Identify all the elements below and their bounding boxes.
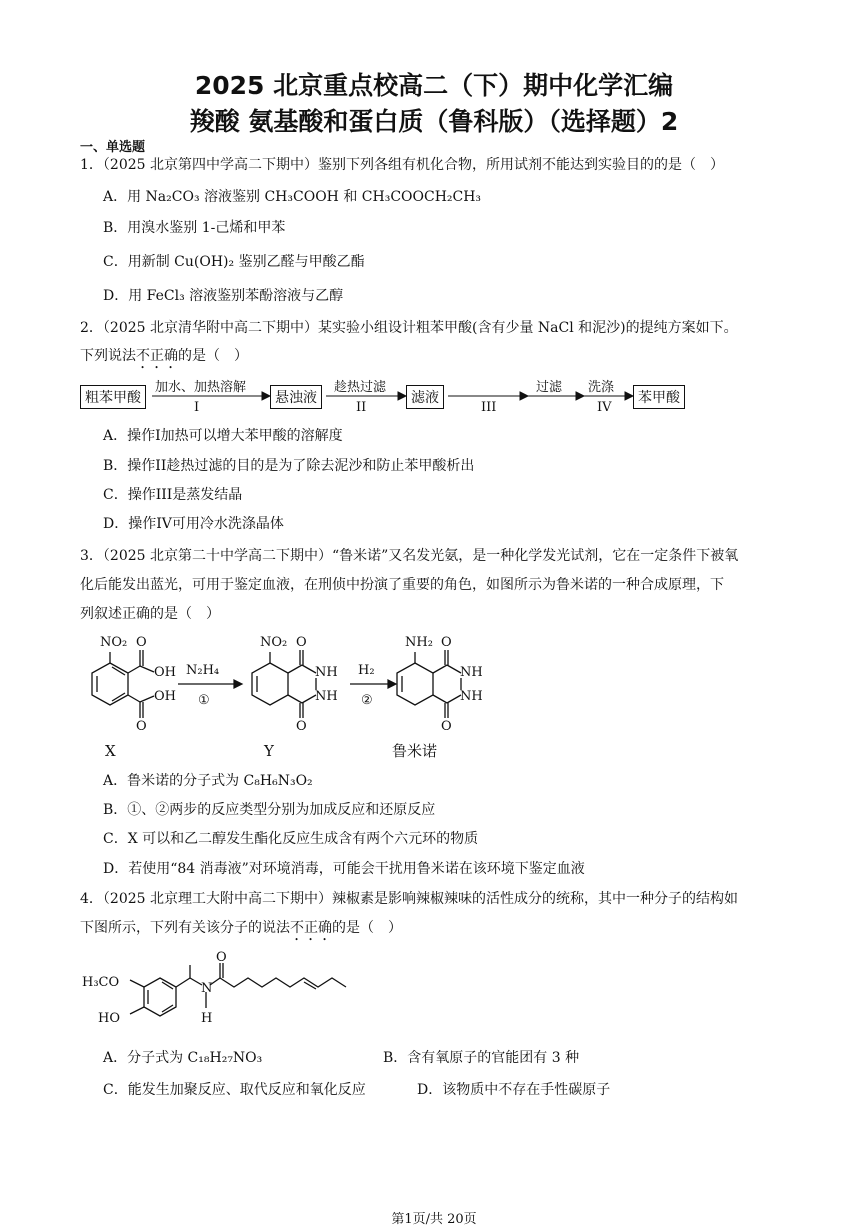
q3-option-c: C．X 可以和乙二醇发生酯化反应生成含有两个六元环的物质 — [103, 831, 479, 847]
y-no2-label: NO₂ — [260, 635, 288, 650]
q3-option-d: D．若使用“84 消毒液”对环境消毒，可能会干扰用鲁米诺在该环境下鉴定血液 — [103, 861, 585, 877]
title-line-1: 2025 北京重点校高二（下）期中化学汇编 — [194, 71, 674, 100]
q3-stem-1: 3．（2025 北京第二十中学高二下期中）“鲁米诺”又名发光氨，是一种化学发光试剂，它在一定条件下被氧 — [80, 548, 739, 564]
section-heading: 一、单选题 — [80, 140, 146, 155]
ho-label: HO — [98, 1011, 120, 1026]
q3-stem-3: 列叙述正确的是（ ） — [80, 606, 220, 622]
luminol-nh-bottom: NH — [460, 689, 483, 704]
q2-option-d: D．操作IV可用冷水洗涤晶体 — [103, 516, 284, 532]
q4-option-d: D．该物质中不存在手性碳原子 — [417, 1082, 611, 1098]
q1-option-a: A．用 Na₂CO₃ 溶液鉴别 CH₃COOH 和 CH₃COOCH₂CH₃ — [103, 189, 482, 205]
reagent-2: H₂ — [358, 663, 375, 678]
flow-step-1-roman: I — [194, 400, 200, 415]
q2-stem-2: 下列说法不正确的是（ ） — [80, 348, 248, 364]
amide-n-label: N — [201, 981, 213, 996]
flow-step-4-roman: IV — [597, 400, 612, 415]
q2-option-c: C．操作III是蒸发结晶 — [103, 487, 243, 503]
page-footer: 第1页/共 20页 — [391, 1212, 477, 1227]
h3co-label: H₃CO — [82, 975, 120, 990]
luminol-synthesis-scheme — [70, 628, 590, 763]
y-nh-top: NH — [315, 665, 338, 680]
flow-box-filtrate: 滤液 — [406, 385, 444, 409]
flow-box-crude: 粗苯甲酸 — [80, 385, 146, 409]
y-o-top: O — [296, 635, 307, 650]
flow-step-4b-label: 洗涤 — [588, 380, 615, 395]
q2-option-a: A．操作I加热可以增大苯甲酸的溶解度 — [103, 428, 343, 444]
flow-box-benzoic-acid: 苯甲酸 — [633, 385, 685, 409]
q1-option-d: D．用 FeCl₃ 溶液鉴别苯酚溶液与乙醇 — [103, 288, 344, 304]
q3-stem-2: 化后能发出蓝光，可用于鉴定血液，在刑侦中扮演了重要的角色，如图所示为鲁米诺的一种合成原理，下 — [80, 577, 724, 593]
flow-step-4a-label: 过滤 — [536, 380, 563, 395]
amide-h-label: H — [201, 1011, 213, 1026]
flow-step-1-label: 加水、加热溶解 — [155, 380, 247, 395]
flow-step-2-label: 趁热过滤 — [334, 380, 387, 395]
y-o-bottom: O — [296, 719, 307, 734]
q1-option-c: C．用新制 Cu(OH)₂ 鉴别乙醛与甲酸乙酯 — [103, 254, 365, 270]
flow-step-3-roman: III — [481, 400, 497, 415]
step-2-circle: ② — [361, 693, 373, 708]
q4-option-b: B．含有氧原子的官能团有 3 种 — [383, 1050, 580, 1066]
q4-stem-1: 4．（2025 北京理工大附中高二下期中）辣椒素是影响辣椒辣味的活性成分的统称，其中一种分子的结构如 — [80, 891, 738, 907]
q3-option-b: B．①、②两步的反应类型分别为加成反应和还原反应 — [103, 802, 436, 818]
q3-option-a: A．鲁米诺的分子式为 C₈H₆N₃O₂ — [103, 773, 313, 789]
x-oh-top: OH — [154, 665, 176, 680]
flow-step-2-roman: II — [356, 400, 367, 415]
luminol-nh2-label: NH₂ — [405, 635, 433, 650]
carbonyl-o-label: O — [216, 950, 227, 965]
label-y: Y — [264, 742, 274, 760]
capsaicin-benzene-ring — [144, 978, 176, 1016]
x-oh-bottom: OH — [154, 689, 176, 704]
title-line-2: 羧酸 氨基酸和蛋白质（鲁科版）（选择题）2 — [189, 107, 679, 136]
x-o-top: O — [136, 635, 147, 650]
y-nh-bottom: NH — [315, 689, 338, 704]
step-1-circle: ① — [198, 693, 210, 708]
emphasis-text: 不正确 — [290, 920, 332, 936]
luminol-o-bottom: O — [441, 719, 452, 734]
x-o-bottom: O — [136, 719, 147, 734]
q1-option-b: B．用溴水鉴别 1-己烯和甲苯 — [103, 220, 286, 236]
q2-stem-1: 2．（2025 北京清华附中高二下期中）某实验小组设计粗苯甲酸(含有少量 NaCl 和泥沙)的提纯方案如下。 — [80, 320, 738, 336]
q2-option-b: B．操作II趁热过滤的目的是为了除去泥沙和防止苯甲酸析出 — [103, 458, 475, 474]
label-x: X — [105, 742, 116, 760]
q1-stem: 1．（2025 北京第四中学高二下期中）鉴别下列各组有机化合物，所用试剂不能达到实验目的的是（ ） — [80, 157, 724, 173]
capsaicin-structure — [80, 950, 380, 1040]
luminol-nh-top: NH — [460, 665, 483, 680]
luminol-o-top: O — [441, 635, 452, 650]
x-no2-label: NO₂ — [100, 635, 128, 650]
q4-stem-2: 下图所示，下列有关该分子的说法不正确的是（ ） — [80, 920, 402, 936]
q4-option-a: A．分子式为 C₁₈H₂₇NO₃ — [103, 1050, 263, 1066]
reagent-1: N₂H₄ — [186, 663, 220, 678]
emphasis-text: 不正确 — [136, 348, 178, 364]
label-luminol: 鲁米诺 — [392, 742, 438, 760]
flow-box-suspension: 悬浊液 — [270, 385, 322, 409]
q4-option-c: C．能发生加聚反应、取代反应和氧化反应 — [103, 1082, 366, 1098]
